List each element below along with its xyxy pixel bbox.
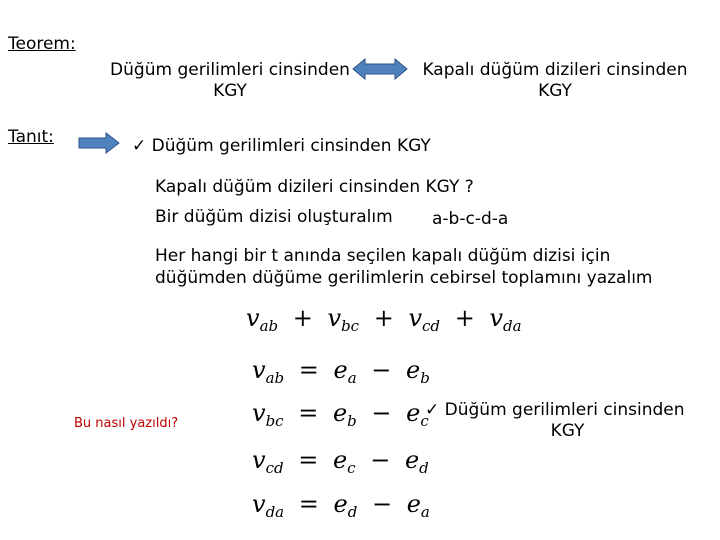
- proof-line-her2: düğümden düğüme gerilimlerin cebirsel toplamını yazalım: [155, 268, 653, 288]
- theorem-right-statement: [400, 60, 710, 102]
- proof-line-kapali: Kapalı düğüm dizileri cinsinden KGY ?: [155, 177, 474, 197]
- theorem-left-line2: KGY: [213, 81, 247, 101]
- teorem-heading: Teorem:: [8, 34, 76, 54]
- question-note: Bu nasıl yazıldı?: [74, 416, 179, 431]
- proof-check-text: Düğüm gerilimleri cinsinden KGY: [151, 136, 431, 156]
- theorem-left-statement: [80, 60, 380, 102]
- proof-check-item: [132, 136, 431, 157]
- equation-vbc: $v_{bc} = e_b - e_c$: [252, 399, 429, 430]
- check-icon: ✓: [132, 136, 147, 156]
- right-arrow-icon: [78, 132, 120, 154]
- theorem-right-line2: KGY: [538, 81, 572, 101]
- sum-term-vab: v: [246, 304, 260, 332]
- sum-term-vbc: v: [327, 304, 342, 332]
- conclusion: [425, 400, 710, 442]
- node-sequence: a-b-c-d-a: [432, 209, 509, 229]
- equation-vcd: $v_{cd} = e_c - e_d$: [252, 446, 429, 477]
- theorem-right-line1: Kapalı düğüm dizileri cinsinden: [422, 60, 688, 80]
- sum-term-vda: v: [489, 304, 503, 332]
- tanit-heading: Tanıt:: [8, 127, 54, 147]
- proof-line-bir: Bir düğüm dizisi oluşturalım: [155, 207, 393, 227]
- kvl-sum-expression: $v_{ab} + v_{bc} + v_{cd} + v_{da}$: [246, 304, 522, 335]
- equation-vda: $v_{da} = e_d - e_a$: [252, 490, 430, 521]
- equation-vab: $v_{ab} = e_a - e_b$: [252, 356, 430, 387]
- theorem-left-line1: Düğüm gerilimleri cinsinden: [110, 60, 350, 80]
- check-icon: ✓: [425, 400, 440, 420]
- conclusion-line1: ✓ Düğüm gerilimleri cinsinden: [425, 400, 685, 420]
- sum-term-vcd: v: [408, 304, 423, 332]
- proof-line-her1: Her hangi bir t anında seçilen kapalı düğüm dizisi için: [155, 246, 611, 266]
- conclusion-line2: KGY: [550, 421, 585, 441]
